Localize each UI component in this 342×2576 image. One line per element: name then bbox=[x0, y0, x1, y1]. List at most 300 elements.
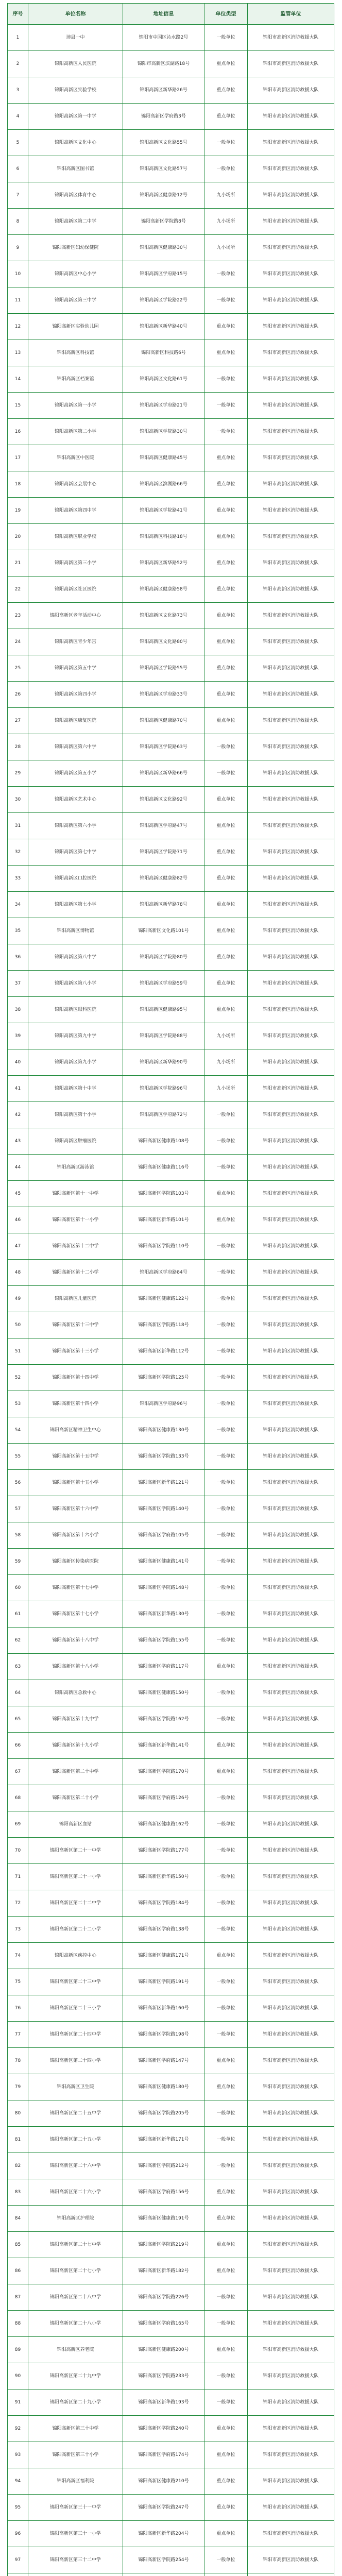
cell-address: 锦阳高新区新华路40号 bbox=[123, 314, 204, 340]
cell-name: 锦阳高新区游泳馆 bbox=[28, 1155, 123, 1181]
cell-name: 锦阳高新区博物馆 bbox=[28, 918, 123, 944]
cell-name: 锦阳高新区中医院 bbox=[28, 445, 123, 471]
cell-name: 锦阳高新区口腔医院 bbox=[28, 866, 123, 892]
cell-name: 锦阳高新区第二十八小学 bbox=[28, 2311, 123, 2337]
cell-no: 2 bbox=[8, 51, 28, 77]
cell-type: 一般单位 bbox=[204, 393, 248, 419]
cell-address: 锦阳高新区学院路226号 bbox=[123, 2284, 204, 2311]
cell-no: 53 bbox=[8, 1391, 28, 1417]
cell-name: 锦阳高新区养老院 bbox=[28, 2337, 123, 2363]
cell-type: 九小场所 bbox=[204, 1049, 248, 1076]
header-row bbox=[8, 4, 334, 25]
cell-address: 锦阳高新区学府路165号 bbox=[123, 2311, 204, 2337]
header-type: 单位类型 bbox=[204, 4, 248, 25]
cell-type: 重点单位 bbox=[204, 2048, 248, 2074]
cell-address: 锦阳高新区学府路138号 bbox=[123, 1917, 204, 1943]
cell-unit bbox=[248, 2573, 334, 2576]
cell-type: 重点单位 bbox=[204, 2337, 248, 2363]
table-row bbox=[8, 130, 334, 156]
cell-address: 锦阳高新区学院路118号 bbox=[123, 1312, 204, 1338]
cell-no: 29 bbox=[8, 760, 28, 787]
cell-type: 重点单位 bbox=[204, 655, 248, 682]
cell-unit: 锦阳市高新区消防救援大队 bbox=[248, 866, 334, 892]
cell-no: 57 bbox=[8, 1496, 28, 1522]
cell-name: 锦阳高新区第二十三小学 bbox=[28, 1995, 123, 2022]
cell-unit: 锦阳市高新区消防救援大队 bbox=[248, 393, 334, 419]
cell-unit: 锦阳市高新区消防救援大队 bbox=[248, 839, 334, 866]
cell-type: 重点单位 bbox=[204, 471, 248, 498]
cell-address: 锦阳高新区健康路150号 bbox=[123, 1680, 204, 1706]
cell-unit: 锦阳市高新区消防救援大队 bbox=[248, 235, 334, 261]
cell-unit: 锦阳市高新区消防救援大队 bbox=[248, 2100, 334, 2127]
cell-name: 锦阳高新区第三十二中学 bbox=[28, 2547, 123, 2573]
cell-name: 锦阳高新区第二十五小学 bbox=[28, 2127, 123, 2153]
cell-name: 锦阳高新区第二十六小学 bbox=[28, 2179, 123, 2206]
cell-no: 89 bbox=[8, 2337, 28, 2363]
cell-type: 重点单位 bbox=[204, 1654, 248, 1680]
cell-unit: 锦阳市高新区消防救援大队 bbox=[248, 813, 334, 839]
cell-address: 锦阳高新区学府路21号 bbox=[123, 393, 204, 419]
cell-name: 锦阳高新区血站 bbox=[28, 1811, 123, 1838]
cell-type: 一般单位 bbox=[204, 1102, 248, 1128]
cell-no: 56 bbox=[8, 1470, 28, 1496]
table-row bbox=[8, 1917, 334, 1943]
cell-name: 锦阳高新区第二十三中学 bbox=[28, 1969, 123, 1995]
table-row bbox=[8, 1155, 334, 1181]
cell-no: 83 bbox=[8, 2179, 28, 2206]
table-row bbox=[8, 1049, 334, 1076]
cell-no: 41 bbox=[8, 1076, 28, 1102]
cell-unit: 锦阳市高新区消防救援大队 bbox=[248, 2022, 334, 2048]
cell-name: 锦阳高新区第五小学 bbox=[28, 760, 123, 787]
cell-unit: 锦阳市高新区消防救援大队 bbox=[248, 209, 334, 235]
cell-address: 锦阳高新区健康路95号 bbox=[123, 997, 204, 1023]
cell-name: 锦阳高新区第八中学 bbox=[28, 944, 123, 971]
cell-address: 锦阳高新区学府路174号 bbox=[123, 2442, 204, 2468]
cell-unit: 锦阳市高新区消防救援大队 bbox=[248, 655, 334, 682]
cell-address: 锦阳高新区学院路191号 bbox=[123, 1969, 204, 1995]
cell-name: 锦阳高新区第四中学 bbox=[28, 498, 123, 524]
cell-name: 锦阳高新区第二十四小学 bbox=[28, 2048, 123, 2074]
cell-address: 锦阳高新区学院路148号 bbox=[123, 1575, 204, 1601]
table-row bbox=[8, 866, 334, 892]
cell-type: 一般单位 bbox=[204, 2389, 248, 2416]
table-row bbox=[8, 760, 334, 787]
cell-name: 锦阳高新区第三小学 bbox=[28, 550, 123, 577]
cell-unit: 锦阳市高新区消防救援大队 bbox=[248, 445, 334, 471]
cell-no: 18 bbox=[8, 471, 28, 498]
table-row bbox=[8, 2389, 334, 2416]
cell-no: 33 bbox=[8, 866, 28, 892]
cell-type: 重点单位 bbox=[204, 2442, 248, 2468]
cell-unit: 锦阳市高新区消防救援大队 bbox=[248, 182, 334, 209]
cell-address: 锦阳高新区健康路108号 bbox=[123, 1128, 204, 1155]
cell-address: 锦阳高新区学院路155号 bbox=[123, 1628, 204, 1654]
cell-no: 43 bbox=[8, 1128, 28, 1155]
cell-name: 锦阳高新区第十七中学 bbox=[28, 1575, 123, 1601]
cell-no: 97 bbox=[8, 2547, 28, 2573]
cell-no: 6 bbox=[8, 156, 28, 182]
cell-address: 锦阳高新区学院路184号 bbox=[123, 1890, 204, 1917]
cell-unit: 锦阳市高新区消防救援大队 bbox=[248, 2074, 334, 2100]
table-row bbox=[8, 971, 334, 997]
cell-no: 50 bbox=[8, 1312, 28, 1338]
cell-no: 21 bbox=[8, 550, 28, 577]
table-row bbox=[8, 1312, 334, 1338]
cell-type: 一般单位 bbox=[204, 1864, 248, 1890]
table-row bbox=[8, 2074, 334, 2100]
cell-unit: 锦阳市高新区消防救援大队 bbox=[248, 1628, 334, 1654]
cell-name: 锦阳高新区青少年宫 bbox=[28, 629, 123, 655]
cell-name: 锦阳高新区第二十八中学 bbox=[28, 2284, 123, 2311]
table-row bbox=[8, 1785, 334, 1811]
table-row bbox=[8, 2311, 334, 2337]
table-row bbox=[8, 1338, 334, 1365]
cell-no: 72 bbox=[8, 1890, 28, 1917]
cell-unit: 锦阳市高新区消防救援大队 bbox=[248, 1207, 334, 1233]
table-row bbox=[8, 314, 334, 340]
cell-type: 九小场所 bbox=[204, 182, 248, 209]
cell-no: 55 bbox=[8, 1444, 28, 1470]
cell-no: 47 bbox=[8, 1233, 28, 1260]
cell-address: 锦阳高新区新华路182号 bbox=[123, 2258, 204, 2284]
table-row bbox=[8, 77, 334, 104]
cell-no: 67 bbox=[8, 1759, 28, 1785]
cell-address: 锦阳高新区学院路88号 bbox=[123, 1023, 204, 1049]
cell-no bbox=[8, 2573, 28, 2576]
cell-address: 锦阳高新区文化路101号 bbox=[123, 918, 204, 944]
cell-type: 一般单位 bbox=[204, 261, 248, 287]
cell-no: 96 bbox=[8, 2521, 28, 2547]
cell-type: 重点单位 bbox=[204, 2521, 248, 2547]
cell-type: 九小场所 bbox=[204, 235, 248, 261]
cell-address: 锦阳高新区新华路193号 bbox=[123, 2389, 204, 2416]
cell-no: 69 bbox=[8, 1811, 28, 1838]
cell-name: 锦阳高新区第十八小学 bbox=[28, 1654, 123, 1680]
table-row bbox=[8, 1654, 334, 1680]
cell-type: 九小场所 bbox=[204, 209, 248, 235]
cell-address: 锦阳高新区新华路26号 bbox=[123, 77, 204, 104]
cell-unit: 锦阳市高新区消防救援大队 bbox=[248, 1969, 334, 1995]
header-unit: 监管单位 bbox=[248, 4, 334, 25]
table-row bbox=[8, 156, 334, 182]
cell-type: 重点单位 bbox=[204, 971, 248, 997]
cell-type: 一般单位 bbox=[204, 1838, 248, 1864]
cell-unit: 锦阳市高新区消防救援大队 bbox=[248, 1943, 334, 1969]
cell-no: 94 bbox=[8, 2468, 28, 2495]
cell-name: 锦阳高新区第十一中学 bbox=[28, 1181, 123, 1207]
cell-unit: 锦阳市高新区消防救援大队 bbox=[248, 25, 334, 51]
cell-no: 95 bbox=[8, 2495, 28, 2521]
cell-unit: 锦阳市高新区消防救援大队 bbox=[248, 1549, 334, 1575]
table-row bbox=[8, 1023, 334, 1049]
cell-unit: 锦阳市高新区消防救援大队 bbox=[248, 1733, 334, 1759]
cell-type: 重点单位 bbox=[204, 77, 248, 104]
cell-type: 一般单位 bbox=[204, 760, 248, 787]
cell-no: 74 bbox=[8, 1943, 28, 1969]
cell-address: 锦阳高新区学院路247号 bbox=[123, 2495, 204, 2521]
cell-unit: 锦阳市高新区消防救援大队 bbox=[248, 2153, 334, 2179]
cell-type: 重点单位 bbox=[204, 708, 248, 734]
cell-type: 一般单位 bbox=[204, 1575, 248, 1601]
cell-unit: 锦阳市高新区消防救援大队 bbox=[248, 1706, 334, 1733]
cell-no: 42 bbox=[8, 1102, 28, 1128]
cell-no: 4 bbox=[8, 104, 28, 130]
cell-no: 91 bbox=[8, 2389, 28, 2416]
cell-type: 重点单位 bbox=[204, 2258, 248, 2284]
cell-unit: 锦阳市高新区消防救援大队 bbox=[248, 603, 334, 629]
cell-no: 87 bbox=[8, 2284, 28, 2311]
cell-type: 重点单位 bbox=[204, 918, 248, 944]
cell-address: 锦阳高新区学院路254号 bbox=[123, 2547, 204, 2573]
cell-no: 60 bbox=[8, 1575, 28, 1601]
cell-name: 锦阳高新区第十四小学 bbox=[28, 1391, 123, 1417]
cell-unit: 锦阳市高新区消防救援大队 bbox=[248, 2495, 334, 2521]
table-row bbox=[8, 498, 334, 524]
table-row bbox=[8, 629, 334, 655]
cell-name: 锦阳高新区第三十一小学 bbox=[28, 2521, 123, 2547]
cell-address: 锦阳高新区健康路58号 bbox=[123, 577, 204, 603]
cell-no: 36 bbox=[8, 944, 28, 971]
table-row bbox=[8, 2573, 334, 2576]
cell-type: 重点单位 bbox=[204, 577, 248, 603]
cell-address: 锦阳高新区学院路41号 bbox=[123, 498, 204, 524]
cell-name: 锦阳高新区社区医院 bbox=[28, 577, 123, 603]
cell-name: 锦阳高新区第二十二小学 bbox=[28, 1917, 123, 1943]
cell-type: 一般单位 bbox=[204, 1680, 248, 1706]
cell-address: 锦阳高新区文化路57号 bbox=[123, 156, 204, 182]
cell-type: 重点单位 bbox=[204, 682, 248, 708]
cell-no: 30 bbox=[8, 787, 28, 813]
cell-name: 锦阳高新区妇幼保健院 bbox=[28, 235, 123, 261]
table-row bbox=[8, 340, 334, 366]
cell-type: 一般单位 bbox=[204, 2284, 248, 2311]
cell-unit: 锦阳市高新区消防救援大队 bbox=[248, 419, 334, 445]
table-row bbox=[8, 261, 334, 287]
table-row bbox=[8, 892, 334, 918]
cell-no: 38 bbox=[8, 997, 28, 1023]
cell-address: 锦阳高新区学府路156号 bbox=[123, 2179, 204, 2206]
cell-name: 锦阳高新区第二十五中学 bbox=[28, 2100, 123, 2127]
cell-no: 26 bbox=[8, 682, 28, 708]
table-row bbox=[8, 1680, 334, 1706]
cell-unit: 锦阳市高新区消防救援大队 bbox=[248, 760, 334, 787]
cell-unit: 锦阳市高新区消防救援大队 bbox=[248, 1890, 334, 1917]
cell-name: 锦阳高新区第十小学 bbox=[28, 1102, 123, 1128]
cell-type: 重点单位 bbox=[204, 813, 248, 839]
cell-no: 80 bbox=[8, 2100, 28, 2127]
cell-address: 锦阳高新区新华路130号 bbox=[123, 1601, 204, 1628]
cell-address: 锦阳高新区学院路80号 bbox=[123, 944, 204, 971]
cell-no: 22 bbox=[8, 577, 28, 603]
cell-address: 锦阳高新区新华路78号 bbox=[123, 892, 204, 918]
cell-unit: 锦阳市高新区消防救援大队 bbox=[248, 366, 334, 393]
cell-name: 锦阳高新区第十中学 bbox=[28, 1076, 123, 1102]
table-row bbox=[8, 918, 334, 944]
cell-type: 重点单位 bbox=[204, 2206, 248, 2232]
cell-name: 锦阳高新区第二十七中学 bbox=[28, 2232, 123, 2258]
cell-no: 5 bbox=[8, 130, 28, 156]
table-row bbox=[8, 682, 334, 708]
cell-no: 52 bbox=[8, 1365, 28, 1391]
cell-type: 重点单位 bbox=[204, 1733, 248, 1759]
table-row bbox=[8, 393, 334, 419]
cell-name: 锦阳高新区第六中学 bbox=[28, 734, 123, 760]
cell-unit: 锦阳市高新区消防救援大队 bbox=[248, 2416, 334, 2442]
cell-unit: 锦阳市高新区消防救援大队 bbox=[248, 1181, 334, 1207]
cell-no: 39 bbox=[8, 1023, 28, 1049]
cell-unit: 锦阳市高新区消防救援大队 bbox=[248, 1654, 334, 1680]
cell-unit: 锦阳市高新区消防救援大队 bbox=[248, 2179, 334, 2206]
cell-type: 重点单位 bbox=[204, 524, 248, 550]
cell-unit: 锦阳市高新区消防救援大队 bbox=[248, 708, 334, 734]
cell-name: 锦阳高新区科技馆 bbox=[28, 340, 123, 366]
table-row bbox=[8, 2284, 334, 2311]
cell-no: 63 bbox=[8, 1654, 28, 1680]
cell-address: 锦阳高新区学府路84号 bbox=[123, 1260, 204, 1286]
cell-name: 锦阳高新区体育中心 bbox=[28, 182, 123, 209]
cell-no: 77 bbox=[8, 2022, 28, 2048]
cell-address: 锦阳高新区学院路198号 bbox=[123, 2022, 204, 2048]
cell-no: 19 bbox=[8, 498, 28, 524]
cell-address: 锦阳高新区健康路12号 bbox=[123, 182, 204, 209]
table-row bbox=[8, 2416, 334, 2442]
cell-address: 锦阳高新区学院路233号 bbox=[123, 2363, 204, 2389]
cell-name: 锦阳高新区精神卫生中心 bbox=[28, 1417, 123, 1444]
cell-name: 锦阳高新区第二十七小学 bbox=[28, 2258, 123, 2284]
cell-type: 一般单位 bbox=[204, 1969, 248, 1995]
header-address: 地址信息 bbox=[123, 4, 204, 25]
cell-address: 锦阳高新区文化路73号 bbox=[123, 603, 204, 629]
cell-name: 锦阳高新区第十一小学 bbox=[28, 1207, 123, 1233]
table-row bbox=[8, 2127, 334, 2153]
table-row bbox=[8, 235, 334, 261]
cell-unit: 锦阳市高新区消防救援大队 bbox=[248, 682, 334, 708]
cell-unit: 锦阳市高新区消防救援大队 bbox=[248, 1076, 334, 1102]
cell-name: 锦阳高新区第十五中学 bbox=[28, 1444, 123, 1470]
table-row bbox=[8, 524, 334, 550]
table-row bbox=[8, 1733, 334, 1759]
table-row bbox=[8, 1102, 334, 1128]
table-body bbox=[8, 25, 334, 2576]
cell-unit: 锦阳市高新区消防救援大队 bbox=[248, 1365, 334, 1391]
cell-no: 11 bbox=[8, 287, 28, 314]
cell-unit: 锦阳市高新区消防救援大队 bbox=[248, 77, 334, 104]
cell-name: 锦阳高新区第十九中学 bbox=[28, 1706, 123, 1733]
cell-type: 一般单位 bbox=[204, 419, 248, 445]
table-row bbox=[8, 2048, 334, 2074]
cell-name: 锦阳高新区康复医院 bbox=[28, 708, 123, 734]
cell-address: 锦阳高新区健康路162号 bbox=[123, 1811, 204, 1838]
cell-address: 锦阳高新区学院路30号 bbox=[123, 419, 204, 445]
cell-name: 锦阳高新区第十八中学 bbox=[28, 1628, 123, 1654]
table-row bbox=[8, 366, 334, 393]
cell-type bbox=[204, 2573, 248, 2576]
cell-name: 锦阳高新区第七中学 bbox=[28, 839, 123, 866]
cell-name: 锦阳高新区第二十九小学 bbox=[28, 2389, 123, 2416]
table-row bbox=[8, 1391, 334, 1417]
cell-name: 锦阳高新区第二十六中学 bbox=[28, 2153, 123, 2179]
cell-address: 锦阳高新区新华路141号 bbox=[123, 1733, 204, 1759]
cell-type: 重点单位 bbox=[204, 1943, 248, 1969]
cell-name: 锦阳高新区急救中心 bbox=[28, 1680, 123, 1706]
cell-address: 锦阳高新区学院路55号 bbox=[123, 655, 204, 682]
cell-type: 一般单位 bbox=[204, 1522, 248, 1549]
cell-type: 重点单位 bbox=[204, 2468, 248, 2495]
cell-unit: 锦阳市高新区消防救援大队 bbox=[248, 944, 334, 971]
cell-address: 锦阳高新区学院路162号 bbox=[123, 1706, 204, 1733]
cell-name: 锦阳高新区第四小学 bbox=[28, 682, 123, 708]
cell-name: 锦阳高新区第十六中学 bbox=[28, 1496, 123, 1522]
cell-type: 一般单位 bbox=[204, 1549, 248, 1575]
cell-name: 锦阳高新区卫生院 bbox=[28, 2074, 123, 2100]
cell-name: 锦阳高新区实验幼儿园 bbox=[28, 314, 123, 340]
cell-no: 23 bbox=[8, 603, 28, 629]
cell-unit: 锦阳市高新区消防救援大队 bbox=[248, 1785, 334, 1811]
cell-unit: 锦阳市高新区消防救援大队 bbox=[248, 971, 334, 997]
cell-name: 锦阳高新区第三十一中学 bbox=[28, 2495, 123, 2521]
cell-no: 86 bbox=[8, 2258, 28, 2284]
cell-unit: 锦阳市高新区消防救援大队 bbox=[248, 1391, 334, 1417]
cell-no: 28 bbox=[8, 734, 28, 760]
cell-type: 一般单位 bbox=[204, 1365, 248, 1391]
cell-type: 一般单位 bbox=[204, 1995, 248, 2022]
cell-no: 17 bbox=[8, 445, 28, 471]
cell-type: 一般单位 bbox=[204, 287, 248, 314]
cell-type: 一般单位 bbox=[204, 2363, 248, 2389]
cell-unit: 锦阳市高新区消防救援大队 bbox=[248, 1312, 334, 1338]
cell-name: 锦阳高新区第十四中学 bbox=[28, 1365, 123, 1391]
cell-no: 35 bbox=[8, 918, 28, 944]
table-row bbox=[8, 2363, 334, 2389]
cell-type: 重点单位 bbox=[204, 603, 248, 629]
cell-type: 一般单位 bbox=[204, 1890, 248, 1917]
cell-type: 一般单位 bbox=[204, 1312, 248, 1338]
cell-address: 锦阳高新区学府路96号 bbox=[123, 1391, 204, 1417]
cell-unit: 锦阳市高新区消防救援大队 bbox=[248, 997, 334, 1023]
cell-no: 70 bbox=[8, 1838, 28, 1864]
cell-name: 锦阳高新区职业学校 bbox=[28, 524, 123, 550]
header-no: 序号 bbox=[8, 4, 28, 25]
cell-no: 58 bbox=[8, 1522, 28, 1549]
cell-name: 锦阳高新区第十五小学 bbox=[28, 1470, 123, 1496]
cell-address: 锦阳高新区学府路72号 bbox=[123, 1102, 204, 1128]
cell-no: 93 bbox=[8, 2442, 28, 2468]
cell-unit: 锦阳市高新区消防救援大队 bbox=[248, 130, 334, 156]
cell-address: 锦阳高新区学府路3号 bbox=[123, 104, 204, 130]
cell-name: 锦阳高新区第七小学 bbox=[28, 892, 123, 918]
cell-no: 66 bbox=[8, 1733, 28, 1759]
cell-address: 锦阳高新区学府路15号 bbox=[123, 261, 204, 287]
cell-no: 7 bbox=[8, 182, 28, 209]
cell-address: 锦阳高新区新华路150号 bbox=[123, 1864, 204, 1890]
cell-address: 锦阳高新区学院路71号 bbox=[123, 839, 204, 866]
cell-address: 锦阳高新区科技路18号 bbox=[123, 524, 204, 550]
cell-address: 锦阳高新区新华路204号 bbox=[123, 2521, 204, 2547]
cell-type: 一般单位 bbox=[204, 2153, 248, 2179]
cell-type: 一般单位 bbox=[204, 156, 248, 182]
table-row bbox=[8, 1522, 334, 1549]
cell-unit: 锦阳市高新区消防救援大队 bbox=[248, 2284, 334, 2311]
cell-type: 重点单位 bbox=[204, 1181, 248, 1207]
cell-unit: 锦阳市高新区消防救援大队 bbox=[248, 1049, 334, 1076]
cell-unit: 锦阳市高新区消防救援大队 bbox=[248, 2127, 334, 2153]
table-row bbox=[8, 2100, 334, 2127]
cell-address: 锦阳高新区健康路210号 bbox=[123, 2468, 204, 2495]
cell-unit: 锦阳市高新区消防救援大队 bbox=[248, 261, 334, 287]
cell-no: 31 bbox=[8, 813, 28, 839]
table-row bbox=[8, 839, 334, 866]
